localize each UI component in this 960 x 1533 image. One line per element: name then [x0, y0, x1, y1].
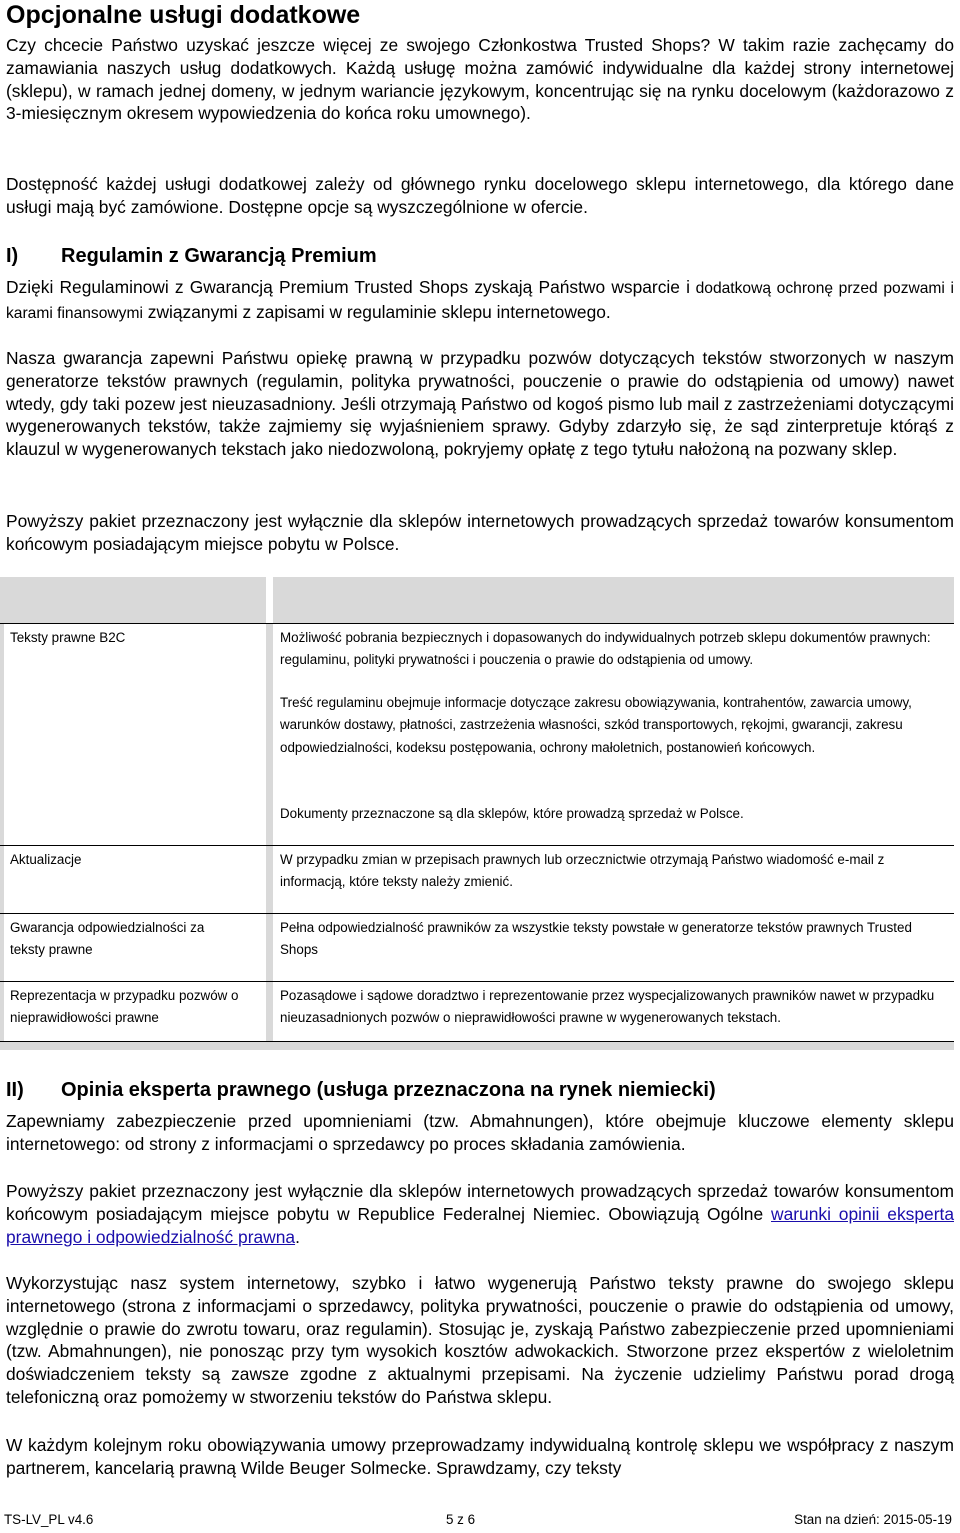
section-1-paragraph-3: Powyższy pakiet przeznaczony jest wyłącznie dla sklepów internetowych prowadzących sprzedaż towarów konsumentom końcowym posiadającym miejsce pobytu w Polsce.: [6, 511, 954, 554]
table-rule: [0, 845, 954, 846]
section-2-p2-part-a: Powyższy pakiet przeznaczony jest wyłącznie dla sklepów internetowych prowadzących sprzedaż towarów konsumentom końcowym posiadającym miejsce pobytu w Republice Federalnej Niemiec. Obowiązują Ogólne: [6, 1181, 954, 1224]
section-2-paragraph-2: [6, 1180, 954, 1248]
table-row-1-text-2: Treść regulaminu obejmuje informacje dotyczące zakresu obowiązywania, kontrahentów, zawarcia umowy, warunków dostawy, płatności, zastrzeżenia własności, szkód transportowych, rękojmi, gwarancji, zakresu odpowiedzialności, kodeksu postępowania, ochrony małoletnich, postanowień końcowych.: [280, 695, 912, 755]
table-header-cell-right: [273, 577, 954, 623]
section-2-paragraph-1: Zapewniamy zabezpieczenie przed upomnieniami (tzw. Abmahnungen), które obejmuje kluczowe elementy sklepu internetowego: od strony z informacjami o sprzedawcy po proces składania zamówienia.: [6, 1111, 954, 1154]
table-row-4-label: Reprezentacja w przypadku pozwów o nieprawidłowości prawne: [10, 988, 239, 1026]
section-2-title: Opinia eksperta prawnego (usługa przeznaczona na rynek niemiecki): [61, 1079, 716, 1101]
table-bottom-band: [0, 1041, 954, 1050]
section-1-paragraph-1: [6, 276, 954, 326]
table-row-2-label: Aktualizacje: [10, 852, 82, 867]
table-header-cell-left: [0, 577, 266, 623]
footer-page-number: 5 z 6: [446, 1512, 476, 1527]
footer-doc-id: TS-LV_PL v4.6: [4, 1512, 94, 1527]
section-1-p1-part-b: dodatkową ochronę przed pozwami i karami finansowymi: [6, 280, 954, 322]
section-2-p2-part-b: .: [295, 1226, 300, 1247]
table-row-1-text-1: Możliwość pobrania bezpiecznych i dopasowanych do indywidualnych potrzeb sklepu dokumentów prawnych: regulaminu, polityki prywatności i pouczenia o prawie do odstąpienia od umowy.: [280, 630, 931, 668]
section-1-p1-part-c: związanymi z zapisami w regulaminie sklepu internetowego.: [142, 301, 611, 322]
table-rule: [0, 1041, 954, 1042]
section-2-paragraph-3: Wykorzystując nasz system internetowy, szybko i łatwo wygenerują Państwo teksty prawne do swojego sklepu internetowego (strona z informacjami o sprzedawcy, polityka prywatności, pouczenie o prawie do odstąpienia od umowy, względnie o prawie do zwrotu towaru, oraz regulamin). Stosując je, zyskają Państwo zabezpieczenie przed upomnieniami (tzw. Abmahnungen), nie ponosząc przy tym wysokich kosztów adwokackich. Stworzone przez ekspertów z wieloletnim doświadczeniem teksty są zawsze zgodne z aktualnymi przepisami. Na życzenie udzielimy Państwu porad drogą telefoniczną oraz pomożemy w stworzeniu tekstów do Państwa sklepu.: [6, 1273, 954, 1407]
section-1-p1-part-a: Dzięki Regulaminowi z Gwarancją Premium Trusted Shops zyskają Państwo wsparcie i: [6, 277, 690, 297]
table-rule: [0, 623, 954, 624]
section-2-number: II): [6, 1079, 24, 1101]
section-2-paragraph-4: W każdym kolejnym roku obowiązywania umowy przeprowadzamy indywidualną kontrolę sklepu we współpracy z naszym partnerem, kancelarią prawną Wilde Beuger Solmecke. Sprawdzamy, czy teksty: [6, 1435, 954, 1478]
table-row-4-text: Pozasądowe i sądowe doradztwo i reprezentowanie przez wyspecjalizowanych prawników nawet w przypadku nieuzasadnionych pozwów o nieprawidłowości prawne w wygenerowanych tekstach.: [280, 988, 935, 1026]
table-rule: [0, 981, 954, 982]
features-table: [0, 577, 954, 1050]
table-row-3-text: Pełna odpowiedzialność prawników za wszystkie teksty powstałe w generatorze tekstów prawnych Trusted Shops: [280, 920, 912, 958]
table-row-2-text: W przypadku zmian w przepisach prawnych lub orzecznictwie otrzymają Państwo wiadomość e-mail z informacją, które teksty należy zmienić.: [280, 852, 885, 890]
intro-paragraph-1: Czy chcecie Państwo uzyskać jeszcze więcej ze swojego Członkostwa Trusted Shops? W takim razie zachęcamy do zamawiania naszych usług dodatkowych. Każdą usługę można zamówić indywidualne dla każdej strony internetowej (sklepu), w ramach jednej domeny, w jednym wariancie językowym, koncentrując się na rynku docelowym (każdorazowo z 3-miesięcznym okresem wypowiedzenia do końca roku umownego).: [6, 35, 954, 124]
section-1-paragraph-2: Nasza gwarancja zapewni Państwu opiekę prawną w przypadku pozwów dotyczących tekstów stworzonych w naszym generatorze tekstów prawnych (regulamin, polityka prywatności, pouczenie o prawie do odstąpienia od umowy) nawet wtedy, gdy taki pozew jest nieuzasadniony. Jeśli otrzymają Państwo od kogoś pismo lub mail z zastrzeżeniami dotyczącymi wygenerowanych tekstów, także zajmiemy się wyjaśnieniem sprawy. Gdyby zdarzyło się, że sąd zinterpretuje którąś z klauzul w wygenerowanych tekstach jako niedozwoloną, pokryjemy opłatę z tego tytułu nałożoną na pozwany sklep.: [6, 348, 954, 460]
table-row-1-text-3: Dokumenty przeznaczone są dla sklepów, które prowadzą sprzedaż w Polsce.: [280, 806, 744, 821]
section-1-number: I): [6, 245, 19, 267]
page-title: Opcjonalne usługi dodatkowe: [6, 1, 361, 29]
section-1-heading: [6, 244, 954, 268]
intro-paragraph-2: Dostępność każdej usługi dodatkowej zależy od głównego rynku docelowego sklepu internetowego, dla którego dane usługi mają być zamówione. Dostępne opcje są wyszczególnione w ofercie.: [6, 174, 954, 217]
table-rule: [0, 913, 954, 914]
section-1-title: Regulamin z Gwarancją Premium: [61, 245, 377, 267]
section-2-heading: [6, 1078, 954, 1102]
table-row-1-label: Teksty prawne B2C: [10, 630, 126, 645]
terms-link[interactable]: warunki opinii eksperta prawnego i odpowiedzialność prawna: [6, 1203, 954, 1247]
table-row-3-label: Gwarancja odpowiedzialności za teksty prawne: [10, 920, 205, 958]
footer-date: Stan na dzień: 2015-05-19: [794, 1512, 952, 1527]
table-middle-band: [266, 623, 273, 1050]
table-left-band: [0, 623, 4, 1050]
